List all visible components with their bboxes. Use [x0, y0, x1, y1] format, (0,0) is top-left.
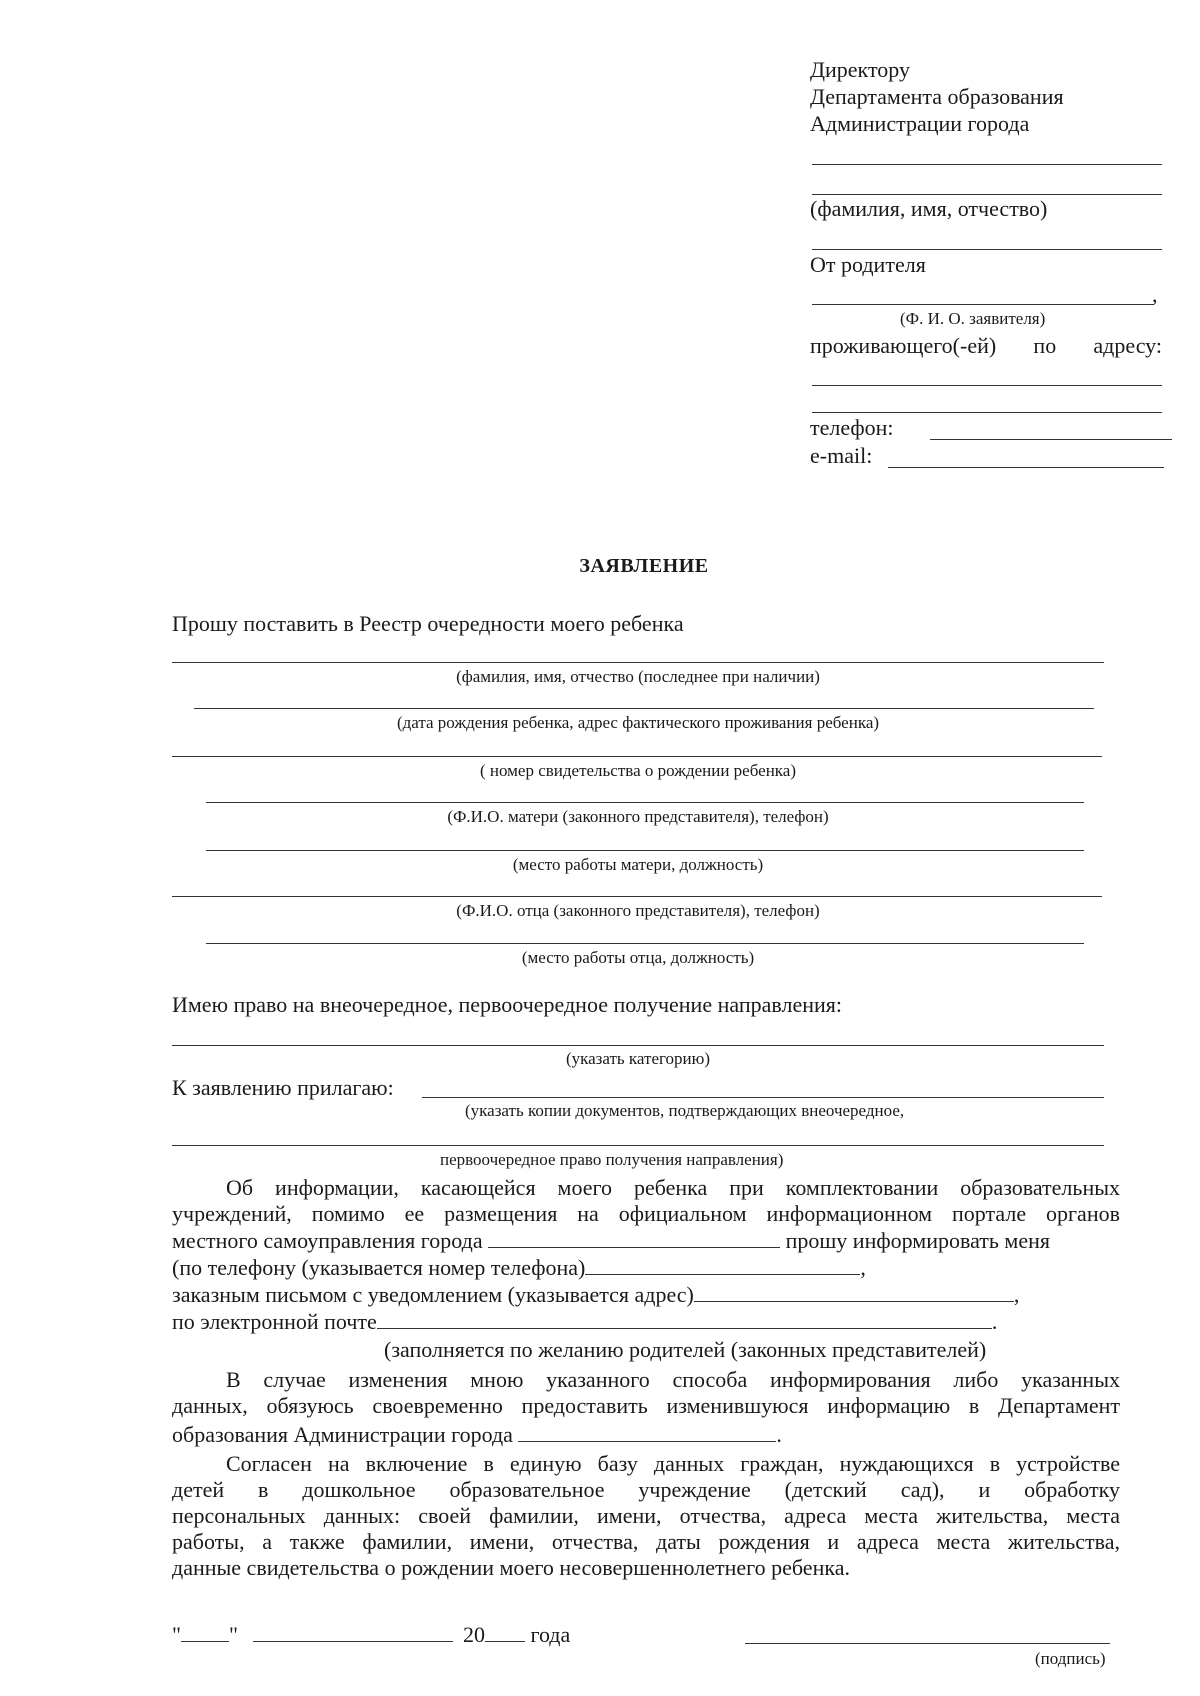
- priority-caption: (указать категорию): [565, 1049, 711, 1068]
- change-line-3-text: образования Администрации города: [172, 1422, 513, 1447]
- mother-name-field[interactable]: [206, 802, 1084, 803]
- consent-line-1: Согласен на включение в единую базу данных граждан, нуждающихся в устройстве: [226, 1451, 1120, 1476]
- change-line-3-dot: .: [776, 1422, 782, 1447]
- consent-line-4: работы, а также фамилии, имени, отчества, даты рождения и адреса места жительства,: [172, 1529, 1120, 1554]
- attachments-label: К заявлению прилагаю:: [172, 1075, 394, 1100]
- date-quote-close: ": [228, 1622, 238, 1647]
- attachments-field[interactable]: [422, 1097, 1104, 1098]
- request-intro: Прошу поставить в Реестр очередности моего ребенка: [172, 611, 684, 636]
- information-line-5: [172, 1281, 1019, 1308]
- change-city-field[interactable]: [518, 1421, 776, 1442]
- director-name-field-3[interactable]: [812, 249, 1162, 250]
- change-line-3: [172, 1421, 782, 1448]
- document-title: ЗАЯВЛЕНИЕ: [579, 555, 709, 577]
- change-paragraph: [172, 1367, 1120, 1419]
- signature-field[interactable]: [745, 1643, 1110, 1644]
- change-line-1: В случае изменения мною указанного способа информирования либо указанных: [226, 1367, 1120, 1392]
- email-info-dot: .: [991, 1309, 998, 1334]
- phone-field[interactable]: [930, 439, 1172, 440]
- date-row: [172, 1621, 570, 1648]
- mother-name-caption: (Ф.И.О. матери (законного представителя), телефон): [447, 807, 829, 826]
- address-field[interactable]: [812, 385, 1162, 386]
- priority-category-field[interactable]: [172, 1045, 1104, 1046]
- addressee-line-2: Департамента образования: [810, 84, 1064, 109]
- address-label: [810, 333, 1162, 359]
- from-parent-label: От родителя: [810, 252, 926, 277]
- year-prefix: 20: [462, 1622, 485, 1647]
- addressee-line-3: Администрации города: [810, 111, 1030, 136]
- year-field[interactable]: [485, 1621, 525, 1642]
- phone-info-field[interactable]: [585, 1254, 860, 1275]
- information-paragraph: [172, 1175, 1120, 1227]
- address-field-2[interactable]: [812, 412, 1162, 413]
- mother-work-caption: (место работы матери, должность): [512, 855, 764, 874]
- city-field[interactable]: [488, 1227, 780, 1248]
- day-field[interactable]: [181, 1621, 229, 1642]
- change-line-2: данных, обязуюсь своевременно предоставить изменившуюся информацию в Департамент: [172, 1393, 1120, 1418]
- year-suffix: года: [530, 1622, 571, 1647]
- information-line-4: [172, 1254, 866, 1281]
- father-work-field[interactable]: [206, 943, 1084, 944]
- attachments-caption-2: первоочередное право получения направления): [440, 1150, 784, 1169]
- child-birth-address-field[interactable]: [194, 708, 1094, 709]
- consent-paragraph: [172, 1451, 1120, 1581]
- director-name-caption: (фамилия, имя, отчество): [810, 196, 1048, 221]
- phone-info-comma: ,: [860, 1255, 866, 1280]
- information-line-3-start: местного самоуправления города: [172, 1228, 483, 1253]
- attachments-field-2[interactable]: [172, 1145, 1104, 1146]
- phone-label: телефон:: [810, 415, 894, 440]
- attachments-caption-1: (указать копии документов, подтверждающих внеочередное,: [465, 1101, 905, 1120]
- child-name-caption: (фамилия, имя, отчество (последнее при наличии): [456, 667, 820, 686]
- mail-info-field[interactable]: [694, 1281, 1014, 1302]
- information-line-1: Об информации, касающейся моего ребенка при комплектовании образовательных: [226, 1175, 1120, 1200]
- address-label-word-3: адресу:: [1093, 333, 1162, 358]
- month-field[interactable]: [253, 1621, 453, 1642]
- father-name-field[interactable]: [172, 896, 1102, 897]
- consent-line-5: данные свидетельства о рождении моего несовершеннолетнего ребенка.: [172, 1555, 850, 1580]
- information-note: (заполняется по желанию родителей (законных представителей): [384, 1337, 987, 1362]
- email-info-label: по электронной почте: [172, 1309, 377, 1334]
- director-name-field[interactable]: [812, 164, 1162, 165]
- priority-text: Имею право на внеочередное, первоочередное получение направления:: [172, 992, 843, 1017]
- father-work-caption: (место работы отца, должность): [521, 948, 755, 967]
- address-label-word-2: по: [1033, 333, 1057, 358]
- consent-line-2: детей в дошкольное образовательное учреждение (детский сад), и обработку: [172, 1477, 1120, 1502]
- mail-info-comma: ,: [1013, 1282, 1020, 1307]
- consent-line-3: персональных данных: своей фамилии, имени, отчества, адреса места жительства, места: [172, 1503, 1120, 1528]
- child-birth-address-caption: (дата рождения ребенка, адрес фактического проживания ребенка): [396, 713, 880, 732]
- phone-info-label: (по телефону (указывается номер телефона): [172, 1255, 586, 1280]
- information-line-6: [172, 1308, 997, 1335]
- birth-certificate-caption: ( номер свидетельства о рождении ребенка): [479, 761, 797, 780]
- information-line-3: [172, 1227, 1050, 1254]
- email-info-field[interactable]: [377, 1308, 992, 1329]
- mail-info-label: заказным письмом с уведомлением (указывается адрес): [172, 1282, 694, 1307]
- director-name-field-2[interactable]: [812, 194, 1162, 195]
- email-label: e-mail:: [810, 443, 873, 468]
- email-field[interactable]: [888, 467, 1164, 468]
- information-line-2: учреждений, помимо ее размещения на официальном информационном портале органов: [172, 1201, 1120, 1226]
- applicant-comma: ,: [1152, 282, 1158, 307]
- applicant-caption: (Ф. И. О. заявителя): [900, 309, 1046, 328]
- child-name-field[interactable]: [172, 662, 1104, 663]
- addressee-line-1: Директору: [810, 57, 910, 82]
- mother-work-field[interactable]: [206, 850, 1084, 851]
- information-line-3-end: прошу информировать меня: [785, 1228, 1050, 1253]
- applicant-name-field[interactable]: [812, 304, 1154, 305]
- father-name-caption: (Ф.И.О. отца (законного представителя), телефон): [456, 901, 820, 920]
- signature-caption: (подпись): [1035, 1649, 1106, 1668]
- birth-certificate-field[interactable]: [172, 756, 1102, 757]
- date-quote-open: ": [172, 1622, 181, 1647]
- address-label-word-1: проживающего(-ей): [810, 333, 997, 358]
